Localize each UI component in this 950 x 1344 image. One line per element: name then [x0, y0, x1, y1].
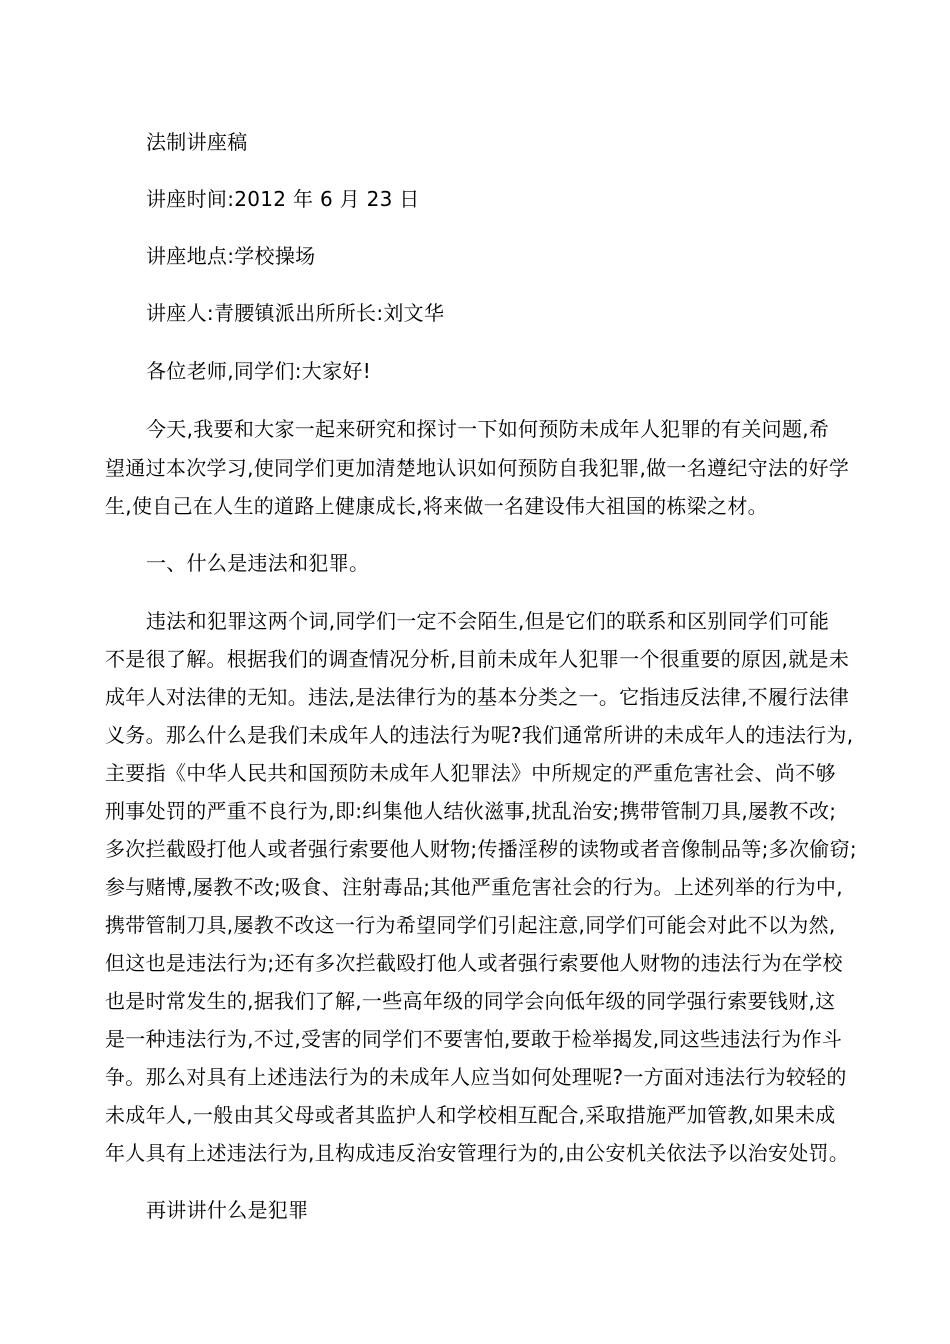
lecture-time: 讲座时间:2012 年 6 月 23 日 — [146, 187, 420, 211]
paragraph-line: 不是很了解。根据我们的调查情况分析,目前未成年人犯罪一个很重要的原因,就是未 — [105, 647, 850, 671]
intro-line: 望通过本次学习,使同学们更加清楚地认识如何预防自我犯罪,做一名遵纪守法的好学 — [105, 456, 850, 480]
paragraph-line: 义务。那么什么是我们未成年人的违法行为呢?我们通常所讲的未成年人的违法行为, — [105, 723, 854, 747]
greeting: 各位老师,同学们:大家好! — [146, 359, 372, 383]
document-title: 法制讲座稿 — [146, 130, 248, 154]
lecture-location: 讲座地点:学校操场 — [146, 244, 316, 268]
paragraph-line: 未成年人,一般由其父母或者其监护人和学校相互配合,采取措施严加管教,如果未成 — [105, 1103, 836, 1127]
paragraph-line: 是一种违法行为,不过,受害的同学们不要害怕,要敢于检举揭发,同这些违法行为作斗 — [105, 1027, 843, 1051]
paragraph-line: 也是时常发生的,据我们了解,一些高年级的同学会向低年级的同学强行索要钱财,这 — [105, 989, 836, 1013]
paragraph-line: 主要指《中华人民共和国预防未成年人犯罪法》中所规定的严重危害社会、尚不够 — [105, 761, 836, 785]
section-heading: 一、什么是违法和犯罪。 — [146, 551, 370, 575]
paragraph-line: 但这也是违法行为;还有多次拦截殴打他人或者强行索要他人财物的违法行为在学校 — [105, 951, 843, 975]
intro-line: 今天,我要和大家一起来研究和探讨一下如何预防未成年人犯罪的有关问题,希 — [146, 417, 830, 441]
paragraph-line: 成年人对法律的无知。违法,是法律行为的基本分类之一。它指违反法律,不履行法律 — [105, 685, 850, 709]
intro-line: 生,使自己在人生的道路上健康成长,将来做一名建设伟大祖国的栋梁之材。 — [105, 494, 768, 518]
paragraph-line: 年人具有上述违法行为,且构成违反治安管理行为的,由公安机关依法予以治安处罚。 — [105, 1141, 850, 1165]
paragraph-line: 携带管制刀具,屡教不改这一行为希望同学们引起注意,同学们可能会对此不以为然, — [105, 913, 836, 937]
paragraph-line: 刑事处罚的严重不良行为,即:纠集他人结伙滋事,扰乱治安;携带管制刀具,屡教不改; — [105, 799, 837, 823]
section-heading: 再讲讲什么是犯罪 — [146, 1198, 309, 1222]
paragraph-line: 参与赌博,屡教不改;吸食、注射毒品;其他严重危害社会的行为。上述列举的行为中, — [105, 875, 843, 899]
lecturer: 讲座人:青腰镇派出所所长:刘文华 — [146, 301, 445, 325]
paragraph-line: 争。那么对具有上述违法行为的未成年人应当如何处理呢?一方面对违法行为较轻的 — [105, 1065, 847, 1089]
paragraph-line: 违法和犯罪这两个词,同学们一定不会陌生,但是它们的联系和区别同学们可能 — [146, 609, 830, 633]
paragraph-line: 多次拦截殴打他人或者强行索要他人财物;传播淫秽的读物或者音像制品等;多次偷窃; — [105, 837, 857, 861]
